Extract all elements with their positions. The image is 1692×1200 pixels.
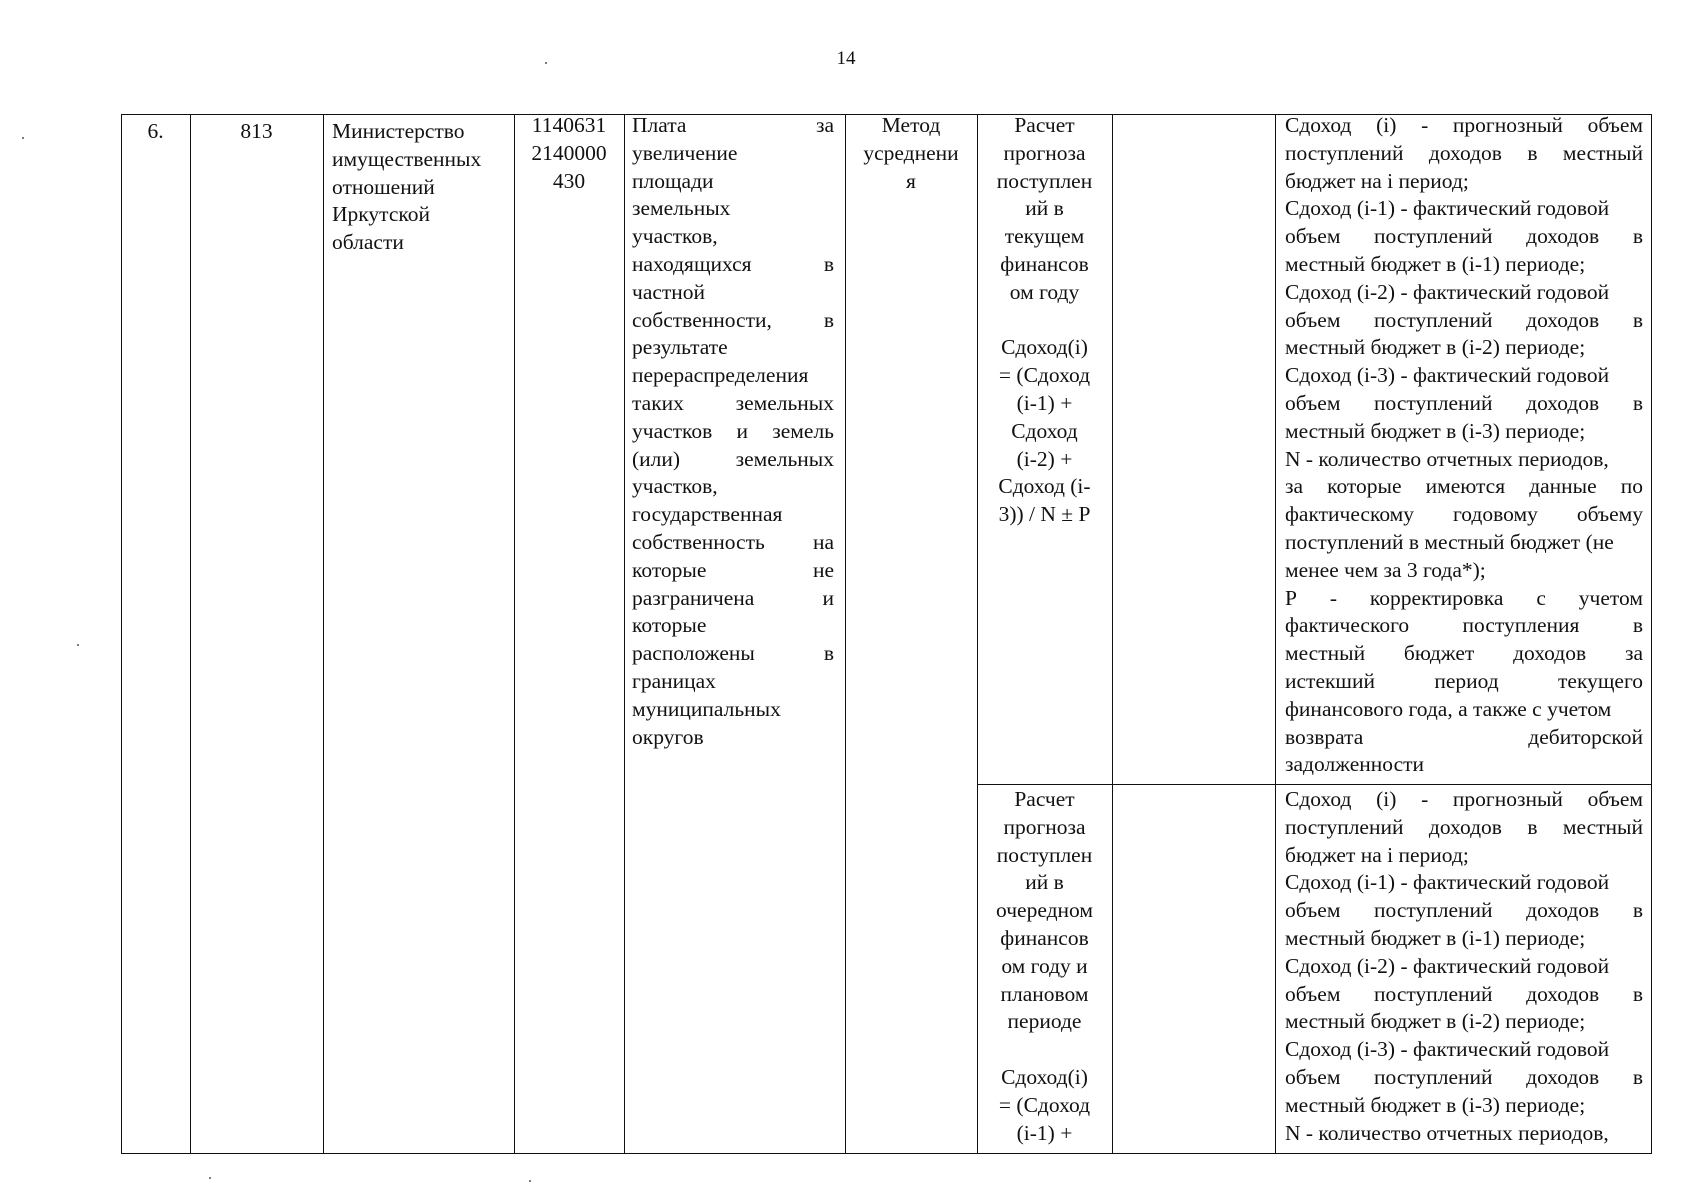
text-line (1285, 557, 1643, 585)
text-word: Сдоход (i-3) - фактический годовой (1285, 1037, 1610, 1062)
text-word: поступлений (1285, 814, 1404, 839)
column-divider (845, 114, 846, 1154)
text-word: фактическому (1285, 502, 1415, 527)
text-line: я (906, 168, 916, 193)
text-word: частной (632, 279, 706, 304)
column-divider (190, 114, 191, 1154)
text-line (1285, 640, 1643, 668)
calculation-method (845, 112, 977, 195)
text-line: имущественных (332, 146, 482, 171)
text-word: текущего (1558, 668, 1643, 693)
text-word: объему (1576, 502, 1643, 527)
text-line (1285, 223, 1643, 251)
text-word: перераспределения (632, 363, 809, 388)
column-divider (1112, 114, 1113, 1154)
column-divider (624, 114, 625, 1154)
text-word: в (1527, 814, 1538, 839)
text-word: Сдоход (1285, 787, 1352, 811)
text-line: = (Сдоход (998, 1092, 1091, 1117)
scan-speck (545, 62, 547, 64)
text-line: Метод (881, 113, 941, 137)
text-line (1285, 897, 1643, 925)
text-line (632, 473, 834, 501)
text-line (632, 446, 834, 474)
text-line: Министерство (332, 119, 465, 143)
text-line (1285, 195, 1643, 223)
text-line (632, 112, 834, 140)
text-line (632, 334, 834, 362)
text-word: с (1536, 585, 1546, 610)
text-line (632, 140, 834, 168)
text-word: объем (1285, 1064, 1341, 1089)
text-word: объем (1587, 787, 1643, 811)
text-word: менее чем за 3 года*); (1285, 557, 1486, 582)
text-word: местный бюджет в (i-2) периоде; (1285, 335, 1586, 360)
text-word: земельных (735, 446, 834, 471)
text-word: доходов (1526, 224, 1600, 249)
text-line (1285, 362, 1643, 390)
text-word: местный (1562, 140, 1643, 165)
text-line (1285, 751, 1643, 779)
text-word: в (1632, 898, 1643, 923)
text-line (1285, 724, 1643, 752)
text-word: (или) (632, 446, 681, 471)
text-word: доходов (1526, 981, 1600, 1006)
text-line (1285, 1120, 1643, 1148)
text-word: Сдоход (i-2) - фактический годовой (1285, 279, 1610, 304)
text-word: разграничена (632, 585, 755, 610)
text-word: увеличение (632, 140, 738, 165)
text-line: Иркутской (332, 202, 430, 227)
text-line (1285, 390, 1643, 418)
text-word: возврата (1285, 724, 1364, 749)
text-word: муниципальных (632, 696, 781, 721)
text-line (1285, 668, 1643, 696)
scan-speck (77, 644, 79, 646)
text-word: (i) (1376, 113, 1397, 137)
text-line: периоде (1007, 1009, 1082, 1034)
text-line (1285, 814, 1643, 842)
text-line (632, 418, 834, 446)
text-line (1285, 418, 1643, 446)
text-line: области (332, 230, 404, 255)
text-word: - (1421, 113, 1429, 137)
text-word: объем (1285, 390, 1341, 415)
text-word: расположены (632, 641, 755, 666)
text-word: поступлений (1374, 307, 1493, 332)
admin-code: 813 (240, 119, 273, 143)
text-word: годовому (1453, 502, 1538, 527)
text-line: (i-1) + (1016, 1120, 1073, 1145)
text-word: доходов (1513, 641, 1587, 666)
text-word: Сдоход (i-2) - фактический годовой (1285, 953, 1610, 978)
text-word: земельных (735, 390, 834, 415)
text-line (632, 724, 834, 752)
text-line: очередном (996, 898, 1093, 923)
text-line: ом году (1009, 279, 1080, 304)
text-word: которые (1327, 474, 1402, 499)
text-line: Сдоход(i) (1001, 335, 1088, 360)
text-word: фактического (1285, 613, 1410, 638)
text-line (1285, 446, 1643, 474)
text-line (1285, 1008, 1643, 1036)
text-word: в (1632, 390, 1643, 415)
text-word: не (812, 557, 834, 582)
text-line (977, 307, 1112, 335)
text-line (1285, 1092, 1643, 1120)
text-word: и (736, 418, 749, 443)
scan-speck (22, 137, 24, 139)
text-word: местный бюджет в (i-3) периоде; (1285, 1092, 1586, 1117)
text-line (632, 529, 834, 557)
text-word: бюджет на i период; (1285, 842, 1469, 867)
text-line: Сдоход (1011, 418, 1078, 443)
administrator-name (332, 118, 510, 257)
text-line: ий в (1025, 196, 1064, 221)
text-word: объем (1285, 307, 1341, 332)
text-line: прогноза (1003, 814, 1086, 839)
text-word: которые (632, 613, 707, 638)
text-line (632, 640, 834, 668)
text-word: доходов (1526, 898, 1600, 923)
formula-indicators-current-year (1285, 112, 1643, 779)
text-line (1285, 612, 1643, 640)
text-line (632, 168, 834, 196)
text-line (1285, 140, 1643, 168)
text-word: площади (632, 168, 714, 193)
text-line: = (Сдоход (998, 363, 1091, 388)
text-word: государственная (632, 502, 783, 527)
text-word: имеются (1425, 474, 1506, 499)
text-word: Р (1285, 585, 1297, 610)
text-word: объем (1285, 981, 1341, 1006)
text-word: находящихся (632, 251, 752, 276)
text-line (632, 585, 834, 613)
text-word: Сдоход (i-1) - фактический годовой (1285, 870, 1610, 895)
text-word: земельных (632, 196, 731, 221)
text-word: доходов (1428, 814, 1502, 839)
text-word: местный (1562, 814, 1643, 839)
text-line (632, 307, 834, 335)
text-line: отношений (332, 174, 435, 199)
text-word: бюджет на i период; (1285, 168, 1469, 193)
text-line (1285, 307, 1643, 335)
text-line (632, 390, 834, 418)
text-line (632, 668, 834, 696)
text-line (1285, 869, 1643, 897)
text-line (1285, 981, 1643, 1009)
column-divider (323, 114, 324, 1154)
text-word: доходов (1526, 390, 1600, 415)
text-line (632, 696, 834, 724)
text-word: - (1421, 787, 1429, 811)
text-line (1285, 112, 1643, 140)
text-line (1285, 168, 1643, 196)
row-number: 6. (147, 119, 164, 143)
text-line (1285, 529, 1643, 557)
text-word: участков (632, 418, 713, 443)
text-word: задолженности (1285, 752, 1425, 777)
scan-speck (529, 1180, 531, 1182)
text-word: доходов (1428, 140, 1502, 165)
text-word: границах (632, 668, 716, 693)
text-word: в (1632, 1064, 1643, 1089)
text-word: которые (632, 557, 707, 582)
income-type-name (632, 112, 834, 751)
text-line: 430 (552, 168, 586, 193)
text-line (1285, 786, 1643, 814)
text-word: N - количество отчетных периодов, (1285, 1120, 1609, 1145)
text-line (632, 501, 834, 529)
text-word: поступлений (1374, 390, 1493, 415)
text-word: местный бюджет в (i-2) периоде; (1285, 1009, 1586, 1034)
text-word: в (823, 641, 834, 666)
text-word: поступлений (1374, 1064, 1493, 1089)
text-line: 1140631 (531, 113, 607, 137)
text-word: за (1285, 474, 1304, 499)
text-word: Сдоход (i-1) - фактический годовой (1285, 196, 1610, 221)
text-word: собственности, (632, 307, 772, 332)
text-word: в (823, 307, 834, 332)
text-line (1285, 501, 1643, 529)
text-word: - (1329, 585, 1338, 610)
text-line (632, 251, 834, 279)
text-word: участков, (632, 474, 718, 499)
text-word: Сдоход (1285, 113, 1352, 137)
text-line: (i-1) + (1016, 390, 1073, 415)
text-word: N - количество отчетных периодов, (1285, 446, 1609, 471)
text-word: финансового года, а также с учетом (1285, 696, 1612, 721)
text-line: ий в (1025, 870, 1064, 895)
text-word: доходов (1526, 307, 1600, 332)
text-line (632, 223, 834, 251)
text-line: 2140000 (531, 140, 607, 165)
text-line (632, 557, 834, 585)
text-line (632, 612, 834, 640)
text-line: прогноза (1003, 140, 1086, 165)
text-word: на (812, 529, 834, 554)
text-line (977, 1036, 1112, 1064)
text-word: местный (1285, 641, 1366, 666)
text-word: в (1632, 981, 1643, 1006)
text-word: в (1632, 307, 1643, 332)
text-word: местный бюджет в (i-1) периоде; (1285, 925, 1586, 950)
subrow-divider (977, 784, 1652, 785)
text-line: ом году и (1001, 953, 1088, 978)
text-line (632, 279, 834, 307)
text-line: Сдоход(i) (1001, 1064, 1088, 1089)
text-word: за (1624, 641, 1643, 666)
text-line (1285, 473, 1643, 501)
text-word: доходов (1526, 1064, 1600, 1089)
budget-classification-code (514, 112, 624, 195)
text-word: поступлений (1285, 140, 1404, 165)
text-word: местный бюджет в (i-1) периоде; (1285, 251, 1586, 276)
text-line (1285, 842, 1643, 870)
text-word: объем (1285, 898, 1341, 923)
text-line (1285, 279, 1643, 307)
text-word: объем (1285, 224, 1341, 249)
text-word: Плата (632, 113, 687, 137)
text-word: бюджет (1403, 641, 1475, 666)
text-line (632, 362, 834, 390)
text-line: (i-2) + (1016, 446, 1073, 471)
column-divider (514, 114, 515, 1154)
text-line (1285, 696, 1643, 724)
text-line: плановом (1000, 981, 1089, 1006)
forecast-formula-current-year (977, 112, 1112, 529)
text-line: Расчет (1014, 113, 1075, 137)
text-word: истекший (1285, 668, 1375, 693)
text-word: за (815, 113, 834, 137)
text-word: Сдоход (i-3) - фактический годовой (1285, 363, 1610, 388)
text-line: финансов (1000, 251, 1089, 276)
column-divider (1275, 114, 1276, 1154)
text-line: поступлен (996, 168, 1093, 193)
text-word: (i) (1376, 787, 1397, 811)
text-word: дебиторской (1528, 724, 1643, 749)
text-word: поступлений (1374, 224, 1493, 249)
page-number: 14 (836, 48, 856, 69)
text-word: поступлений в местный бюджет (не (1285, 529, 1614, 554)
text-line (1285, 251, 1643, 279)
text-word: в (1632, 224, 1643, 249)
scan-speck (209, 1177, 211, 1179)
text-word: в (1632, 613, 1643, 638)
forecast-formula-next-year (977, 786, 1112, 1147)
text-line (1285, 925, 1643, 953)
text-line: поступлен (996, 842, 1093, 867)
text-line: усреднени (863, 140, 959, 165)
text-word: поступлений (1374, 898, 1493, 923)
text-line: Расчет (1014, 787, 1075, 811)
text-word: в (823, 251, 834, 276)
text-word: собственность (632, 529, 765, 554)
text-word: округов (632, 724, 704, 749)
text-word: поступлений (1374, 981, 1493, 1006)
text-word: учетом (1578, 585, 1643, 610)
text-word: по (1620, 474, 1643, 499)
text-word: результате (632, 335, 728, 360)
text-line: текущем (1004, 224, 1085, 249)
text-word: поступления (1462, 613, 1580, 638)
methodology-table (121, 114, 1652, 1154)
text-word: данные (1529, 474, 1597, 499)
text-line: 3)) / N ± P (998, 502, 1091, 527)
text-line: финансов (1000, 925, 1089, 950)
text-word: земель (772, 418, 834, 443)
text-line (1285, 1064, 1643, 1092)
text-line: Сдоход (i- (998, 474, 1091, 499)
text-word: в (1527, 140, 1538, 165)
text-word: местный бюджет в (i-3) периоде; (1285, 418, 1586, 443)
text-word: и (822, 585, 834, 610)
text-word: участков, (632, 224, 718, 249)
text-line (1285, 953, 1643, 981)
text-line (1285, 334, 1643, 362)
text-word: таких (632, 390, 684, 415)
formula-indicators-next-year (1285, 786, 1643, 1147)
text-word: объем (1587, 113, 1643, 137)
text-line (1285, 585, 1643, 613)
text-line (1285, 1036, 1643, 1064)
text-word: период (1434, 668, 1499, 693)
text-word: прогнозный (1452, 787, 1563, 811)
text-word: прогнозный (1452, 113, 1563, 137)
text-word: корректировка (1369, 585, 1504, 610)
text-line (632, 195, 834, 223)
